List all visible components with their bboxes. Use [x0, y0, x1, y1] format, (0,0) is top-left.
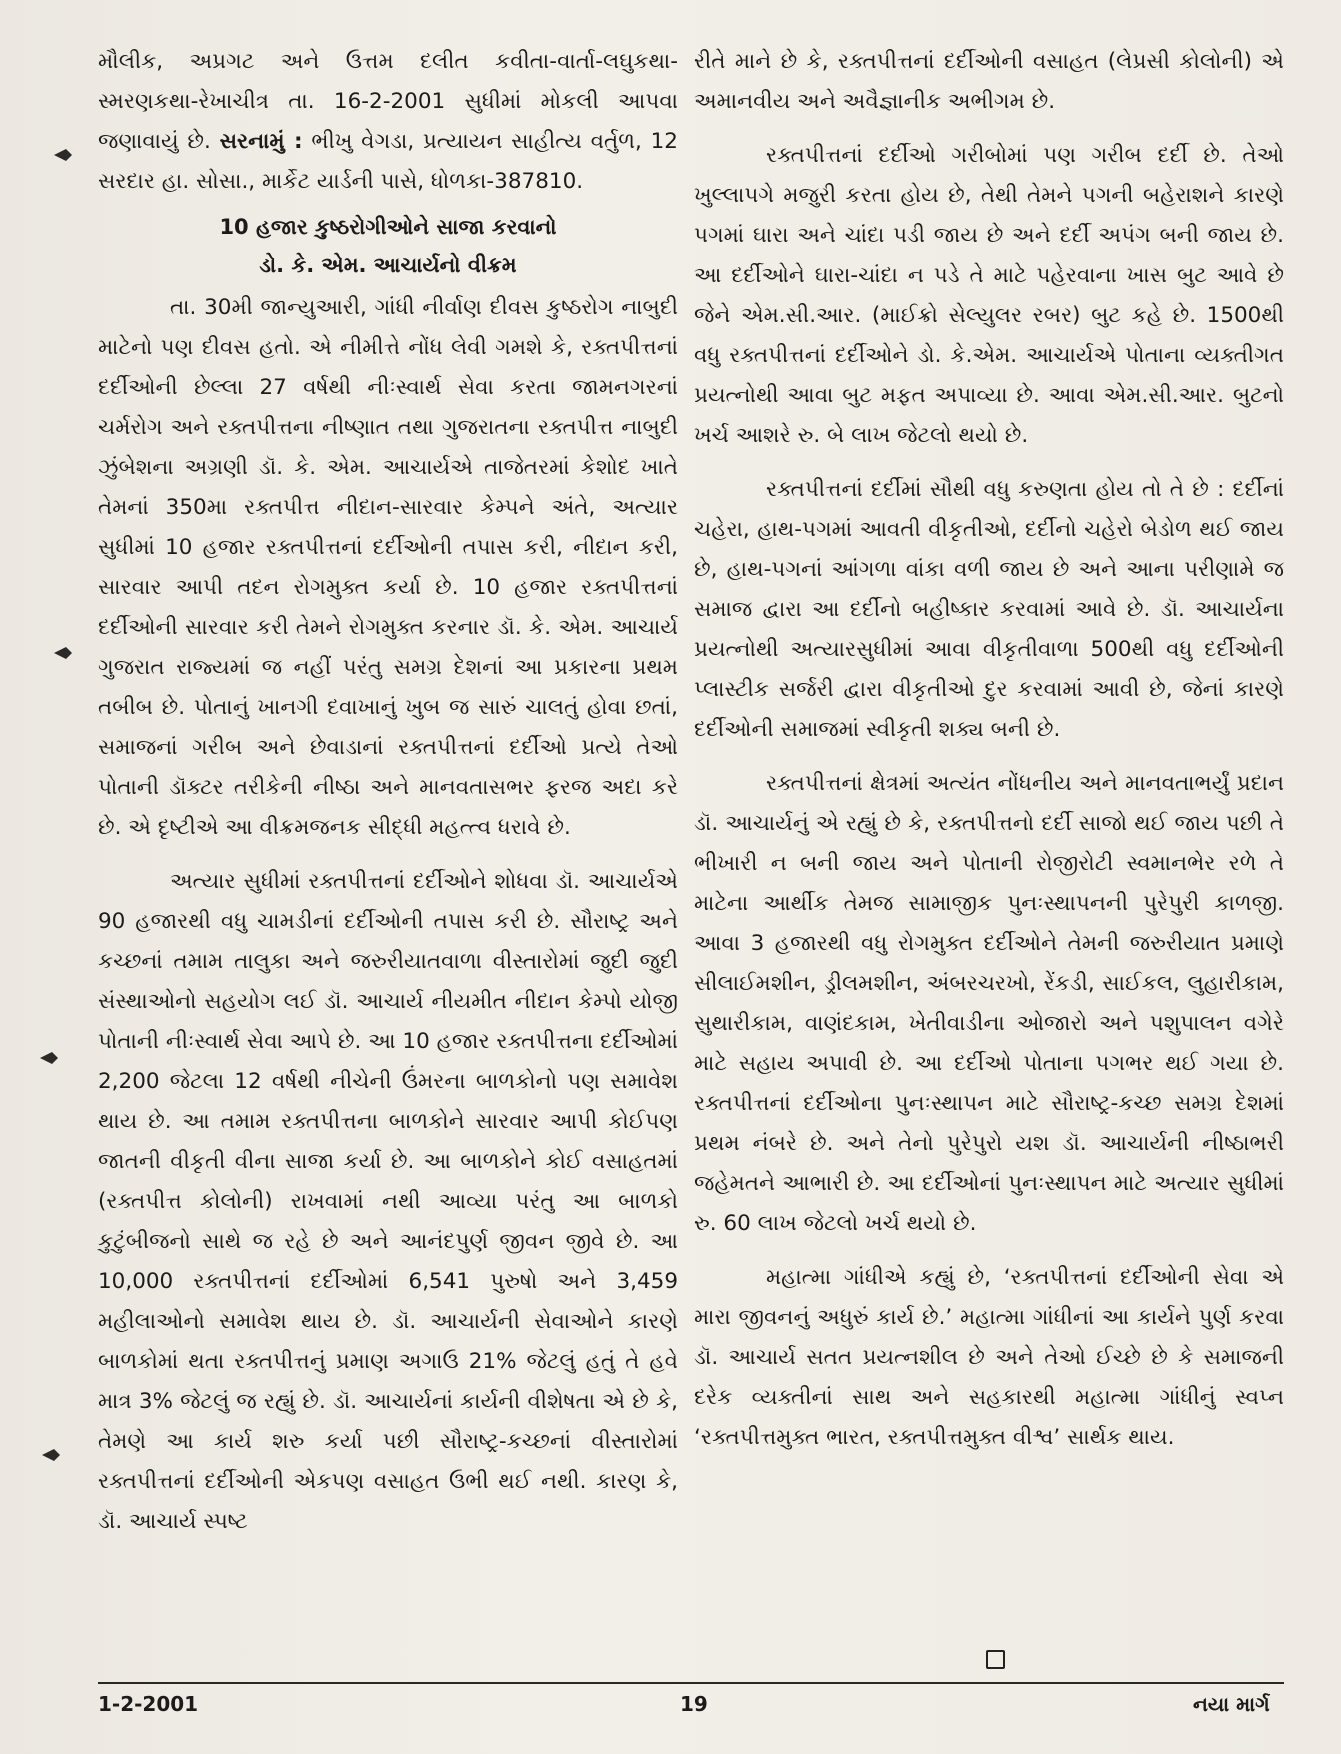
right-column: [694, 42, 1284, 1458]
article-heading-line-2: ડો. કે. એમ. આચાર્યનો વીક્રમ: [259, 253, 517, 277]
article-paragraph-6: રક્તપીત્તનાં ક્ષેત્રમાં અત્યંત નોંધનીય અને માનવતાભર્યું પ્રદાન ડૉ. આચાર્યનું એ રહ્યું છે કે, રક્તપીત્તનો દર્દી સાજો થઈ જાય પછી તે ભીખારી ન બની જાય અને પોતાની રોજીરોટી સ્વમાનભેર રળે તે માટેના આર્થીક તેમજ સામાજીક પુનઃસ્થાપનની પુરેપુરી કાળજી. આવા 3 હજારથી વધુ રોગમુક્ત દર્દીઓને તેમની જરુરીયાત પ્રમાણે સીલાઈમશીન, ડ્રીલમશીન, અંબરચરખો, રેંકડી, સાઈકલ, લુહારીકામ, સુથારીકામ, વાણંદકામ, ખેતીવાડીના ઓજારો અને પશુપાલન વગેરે માટે સહાય અપાવી છે. આ દર્દીઓ પોતાના પગભર થઈ ગયા છે. રક્તપીત્તનાં દર્દીઓના પુનઃસ્થાપન માટે સૌરાષ્ટ્ર-કચ્છ સમગ્ર દેશમાં પ્રથમ નંબરે છે. અને તેનો પુરેપુરો યશ ડૉ. આચાર્યની નીષ્ઠાભરી જહેમતને આભારી છે. આ દર્દીઓનાં પુનઃસ્થાપન માટે અત્યાર સુધીમાં રુ. 60 લાખ જેટલો ખર્ચ થયો છે.: [694, 771, 1284, 1236]
footer-date: 1-2-2001: [98, 1692, 199, 1716]
punch-hole-mark: [38, 1050, 60, 1066]
call-for-entries-text: મૌલીક, અપ્રગટ અને ઉત્તમ દલીત કવીતા-વાર્તા-લઘુકથા-સ્મરણકથા-રેખાચીત્ર તા. 16-2-2001 સુધીમાં મોકલી આપવા જણાવાયું છે.: [98, 49, 678, 154]
article-heading-line-1: 10 હજાર કુષ્ઠરોગીઓને સાજા કરવાનો: [219, 215, 557, 239]
address-label: સરનામું :: [219, 129, 303, 154]
publication-title: નયા માર્ગ: [1193, 1692, 1270, 1716]
footer-divider: [98, 1682, 1284, 1684]
article-paragraph-3: રીતે માને છે કે, રક્તપીત્તનાં દર્દીઓની વસાહત (લેપ્રસી કોલોની) એ અમાનવીય અને અવૈજ્ઞાનીક અભીગમ છે.: [694, 49, 1284, 114]
page-number: 19: [680, 1692, 708, 1716]
article-paragraph-5: રક્તપીત્તનાં દર્દીમાં સૌથી વધુ કરુણતા હોય તો તે છે : દર્દીનાં ચહેરા, હાથ-પગમાં આવતી વીકૃતીઓ, દર્દીનો ચહેરો બેડોળ થઈ જાય છે, હાથ-પગનાં આંગળા વાંકા વળી જાય છે અને આના પરીણામે જ સમાજ દ્વારા આ દર્દીનો બહીષ્કાર કરવામાં આવે છે. ડૉ. આચાર્યના પ્રયત્નોથી અત્યારસુધીમાં આવા વીકૃતીવાળા 500થી વધુ દર્દીઓની પ્લાસ્ટીક સર્જરી દ્વારા વીકૃતીઓ દુર કરવામાં આવી છે, જેનાં કારણે દર્દીઓની સમાજમાં સ્વીકૃતી શક્ય બની છે.: [694, 477, 1284, 742]
address-text: ભીખુ વેગડા, પ્રત્યાયન સાહીત્ય વર્તુળ, 12 સરદાર હા. સોસા., માર્કેટ યાર્ડની પાસે, ધોળકા-387810.: [98, 129, 678, 194]
square-end-mark-icon: [986, 1650, 1005, 1669]
punch-hole-mark: [52, 147, 74, 163]
left-column: [98, 42, 678, 1542]
article-paragraph-4: રક્તપીત્તનાં દર્દીઓ ગરીબોમાં પણ ગરીબ દર્દી છે. તેઓ ખુલ્લાપગે મજુરી કરતા હોય છે, તેથી તેમને પગની બહેરાશને કારણે પગમાં ઘારા અને ચાંદા પડી જાય છે અને દર્દી અપંગ બની જાય છે. આ દર્દીઓને ઘારા-ચાંદા ન પડે તે માટે પહેરવાના ખાસ બુટ આવે છે જેને એમ.સી.આર. (માઈક્રો સેલ્યુલર રબર) બુટ કહે છે. 1500થી વધુ રક્તપીત્તનાં દર્દીઓને ડો. કે.એમ. આચાર્યએ પોતાના વ્યક્તીગત પ્રયત્નોથી આવા બુટ મફત અપાવ્યા છે. આવા એમ.સી.આર. બુટનો ખર્ચ આશરે રુ. બે લાખ જેટલો થયો છે.: [694, 143, 1284, 448]
article-paragraph-1: તા. 30મી જાન્યુઆરી, ગાંધી નીર્વાણ દીવસ કુષ્ઠરોગ નાબુદી માટેનો પણ દીવસ હતો. એ નીમીત્તે નોંધ લેવી ગમશે કે, રક્તપીત્તનાં દર્દીઓની છેલ્લા 27 વર્ષથી નીઃસ્વાર્થ સેવા કરતા જામનગરનાં ચર્મરોગ અને રક્તપીત્તના નીષ્ણાત તથા ગુજરાતના રક્તપીત્ત નાબુદી ઝુંબેશના અગ્રણી ડૉ. કે. એમ. આચાર્યએ તાજેતરમાં કેશોદ ખાતે તેમનાં 350મા રક્તપીત્ત નીદાન-સારવાર કેમ્પને અંતે, અત્યાર સુધીમાં 10 હજાર રક્તપીત્તનાં દર્દીઓની તપાસ કરી, નીદાન કરી, સારવાર આપી તદન રોગમુક્ત કર્યા છે. 10 હજાર રક્તપીત્તનાં દર્દીઓની સારવાર કરી તેમને રોગમુક્ત કરનાર ડૉ. કે. એમ. આચાર્ય ગુજરાત રાજ્યમાં જ નહીં પરંતુ સમગ્ર દેશનાં આ પ્રકારના પ્રથમ તબીબ છે. પોતાનું ખાનગી દવાખાનું ખુબ જ સારું ચાલતું હોવા છતાં, સમાજનાં ગરીબ અને છેવાડાનાં રક્તપીત્તનાં દર્દીઓ પ્રત્યે તેઓ પોતાની ડૉક્ટર તરીકેની નીષ્ઠા અને માનવતાસભર ફરજ અદા કરે છે. એ દૃષ્ટીએ આ વીક્રમજનક સીદ્ધી મહત્ત્વ ધરાવે છે.: [98, 295, 678, 840]
article-paragraph-2: અત્યાર સુધીમાં રક્તપીત્તનાં દર્દીઓને શોધવા ડૉ. આચાર્યએ 90 હજારથી વધુ ચામડીનાં દર્દીઓની તપાસ કરી છે. સૌરાષ્ટ્ર અને કચ્છનાં તમામ તાલુકા અને જરુરીયાતવાળા વીસ્તારોમાં જુદી જુદી સંસ્થાઓનો સહયોગ લઈ ડૉ. આચાર્ય નીયમીત નીદાન કેમ્પો યોજી પોતાની નીઃસ્વાર્થ સેવા આપે છે. આ 10 હજાર રક્તપીત્તના દર્દીઓમાં 2,200 જેટલા 12 વર્ષથી નીચેની ઉંમરના બાળકોનો પણ સમાવેશ થાય છે. આ તમામ રક્તપીત્તના બાળકોને સારવાર આપી કોઈપણ જાતની વીકૃતી વીના સાજા કર્યા છે. આ બાળકોને કોઈ વસાહતમાં (રક્તપીત્ત કોલોની) રાખવામાં નથી આવ્યા પરંતુ આ બાળકો કુટુંબીજનો સાથે જ રહે છે અને આનંદપુર્ણ જીવન જીવે છે. આ 10,000 રક્તપીત્તનાં દર્દીઓમાં 6,541 પુરુષો અને 3,459 મહીલાઓનો સમાવેશ થાય છે. ડૉ. આચાર્યની સેવાઓને કારણે બાળકોમાં થતા રક્તપીત્તનું પ્રમાણ અગાઉ 21% જેટલું હતું તે હવે માત્ર 3% જેટલું જ રહ્યું છે. ડૉ. આચાર્યનાં કાર્યની વીશેષતા એ છે કે, તેમણે આ કાર્ય શરુ કર્યા પછી સૌરાષ્ટ્ર-કચ્છનાં વીસ્તારોમાં રક્તપીત્તનાં દર્દીઓની એકપણ વસાહત ઉભી થઈ નથી. કારણ કે, ડૉ. આચાર્ય સ્પષ્ટ: [98, 869, 678, 1534]
punch-hole-mark: [52, 645, 74, 661]
call-for-entries-paragraph: [98, 42, 678, 202]
punch-hole-mark: [40, 1447, 62, 1463]
article-paragraph-7: મહાત્મા ગાંધીએ કહ્યું છે, ‘રક્તપીત્તનાં દર્દીઓની સેવા એ મારા જીવનનું અધુરું કાર્ય છે.’ મહાત્મા ગાંધીનાં આ કાર્યને પુર્ણ કરવા ડૉ. આચાર્ય સતત પ્રયત્નશીલ છે અને તેઓ ઈચ્છે છે કે સમાજની દરેક વ્યક્તીનાં સાથ અને સહકારથી મહાત્મા ગાંધીનું સ્વપ્ન ‘રક્તપીત્તમુક્ત ભારત, રક્તપીત્તમુક્ત વીશ્વ’ સાર્થક થાય.: [694, 1265, 1284, 1450]
